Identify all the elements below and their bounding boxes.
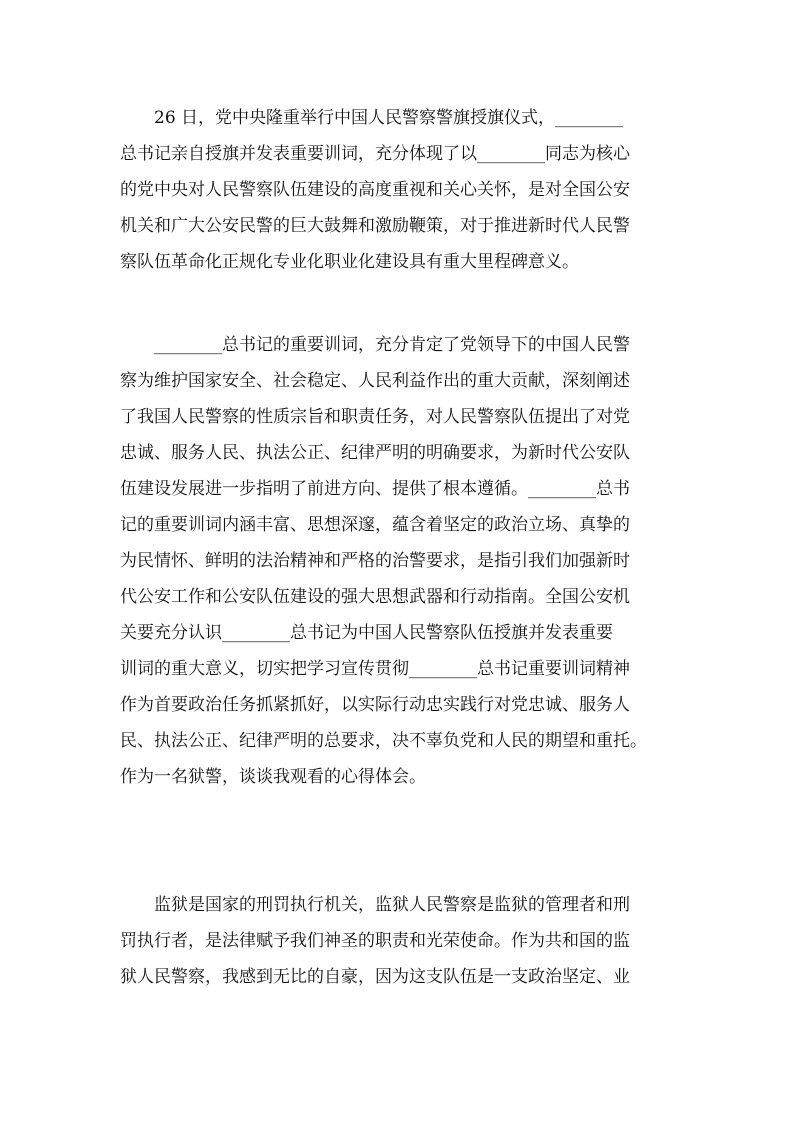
paragraph-3-line-3: 狱人民警察，我感到无比的自豪，因为这支队伍是一支政治坚定、业 (120, 967, 630, 987)
paragraph-1-line-1: 26 日，党中央隆重举行中国人民警察警旗授旗仪式，________ (154, 108, 624, 128)
paragraph-2-line-2: 察为维护国家安全、社会稳定、人民利益作出的重大贡献，深刻阐述 (120, 371, 630, 391)
paragraph-2-line-8: 代公安工作和公安队伍建设的强大思想武器和行动指南。全国公安机 (120, 587, 630, 607)
paragraph-1-line-2: 总书记亲自授旗并发表重要训词，充分体现了以________同志为核心 (120, 144, 630, 164)
paragraph-3-line-2: 罚执行者，是法律赋予我们神圣的职责和光荣使命。作为共和国的监 (120, 931, 630, 951)
paragraph-2-line-7: 为民情怀、鲜明的法治精神和严格的治警要求，是指引我们加强新时 (120, 551, 630, 571)
paragraph-1-line-5: 察队伍革命化正规化专业化职业化建设具有重大里程碑意义。 (120, 252, 579, 272)
paragraph-3-line-1: 监狱是国家的刑罚执行机关，监狱人民警察是监狱的管理者和刑 (154, 895, 630, 915)
paragraph-2-line-9: 关要充分认识________总书记为中国人民警察队伍授旗并发表重要 (120, 623, 613, 643)
paragraph-2-line-3: 了我国人民警察的性质宗旨和职责任务，对人民警察队伍提出了对党 (120, 407, 630, 427)
paragraph-2-line-6: 记的重要训词内涵丰富、思想深邃，蕴含着坚定的政治立场、真挚的 (120, 515, 630, 535)
paragraph-2-line-11: 作为首要政治任务抓紧抓好，以实际行动忠实践行对党忠诚、服务人 (120, 695, 630, 715)
paragraph-2-line-10: 训词的重大意义，切实把学习宣传贯彻________总书记重要训词精神 (120, 659, 630, 679)
paragraph-1-line-4: 机关和广大公安民警的巨大鼓舞和激励鞭策，对于推进新时代人民警 (120, 216, 630, 236)
paragraph-2-line-12: 民、执法公正、纪律严明的总要求，决不辜负党和人民的期望和重托。 (120, 731, 647, 751)
paragraph-1-line-3: 的党中央对人民警察队伍建设的高度重视和关心关怀，是对全国公安 (120, 180, 630, 200)
paragraph-2-line-13: 作为一名狱警，谈谈我观看的心得体会。 (120, 767, 426, 787)
paragraph-2-line-4: 忠诚、服务人民、执法公正、纪律严明的明确要求，为新时代公安队 (120, 443, 630, 463)
paragraph-2-line-1: ________总书记的重要训词，充分肯定了党领导下的中国人民警 (154, 335, 630, 355)
paragraph-2-line-5: 伍建设发展进一步指明了前进方向、提供了根本遵循。________总书 (120, 479, 630, 499)
